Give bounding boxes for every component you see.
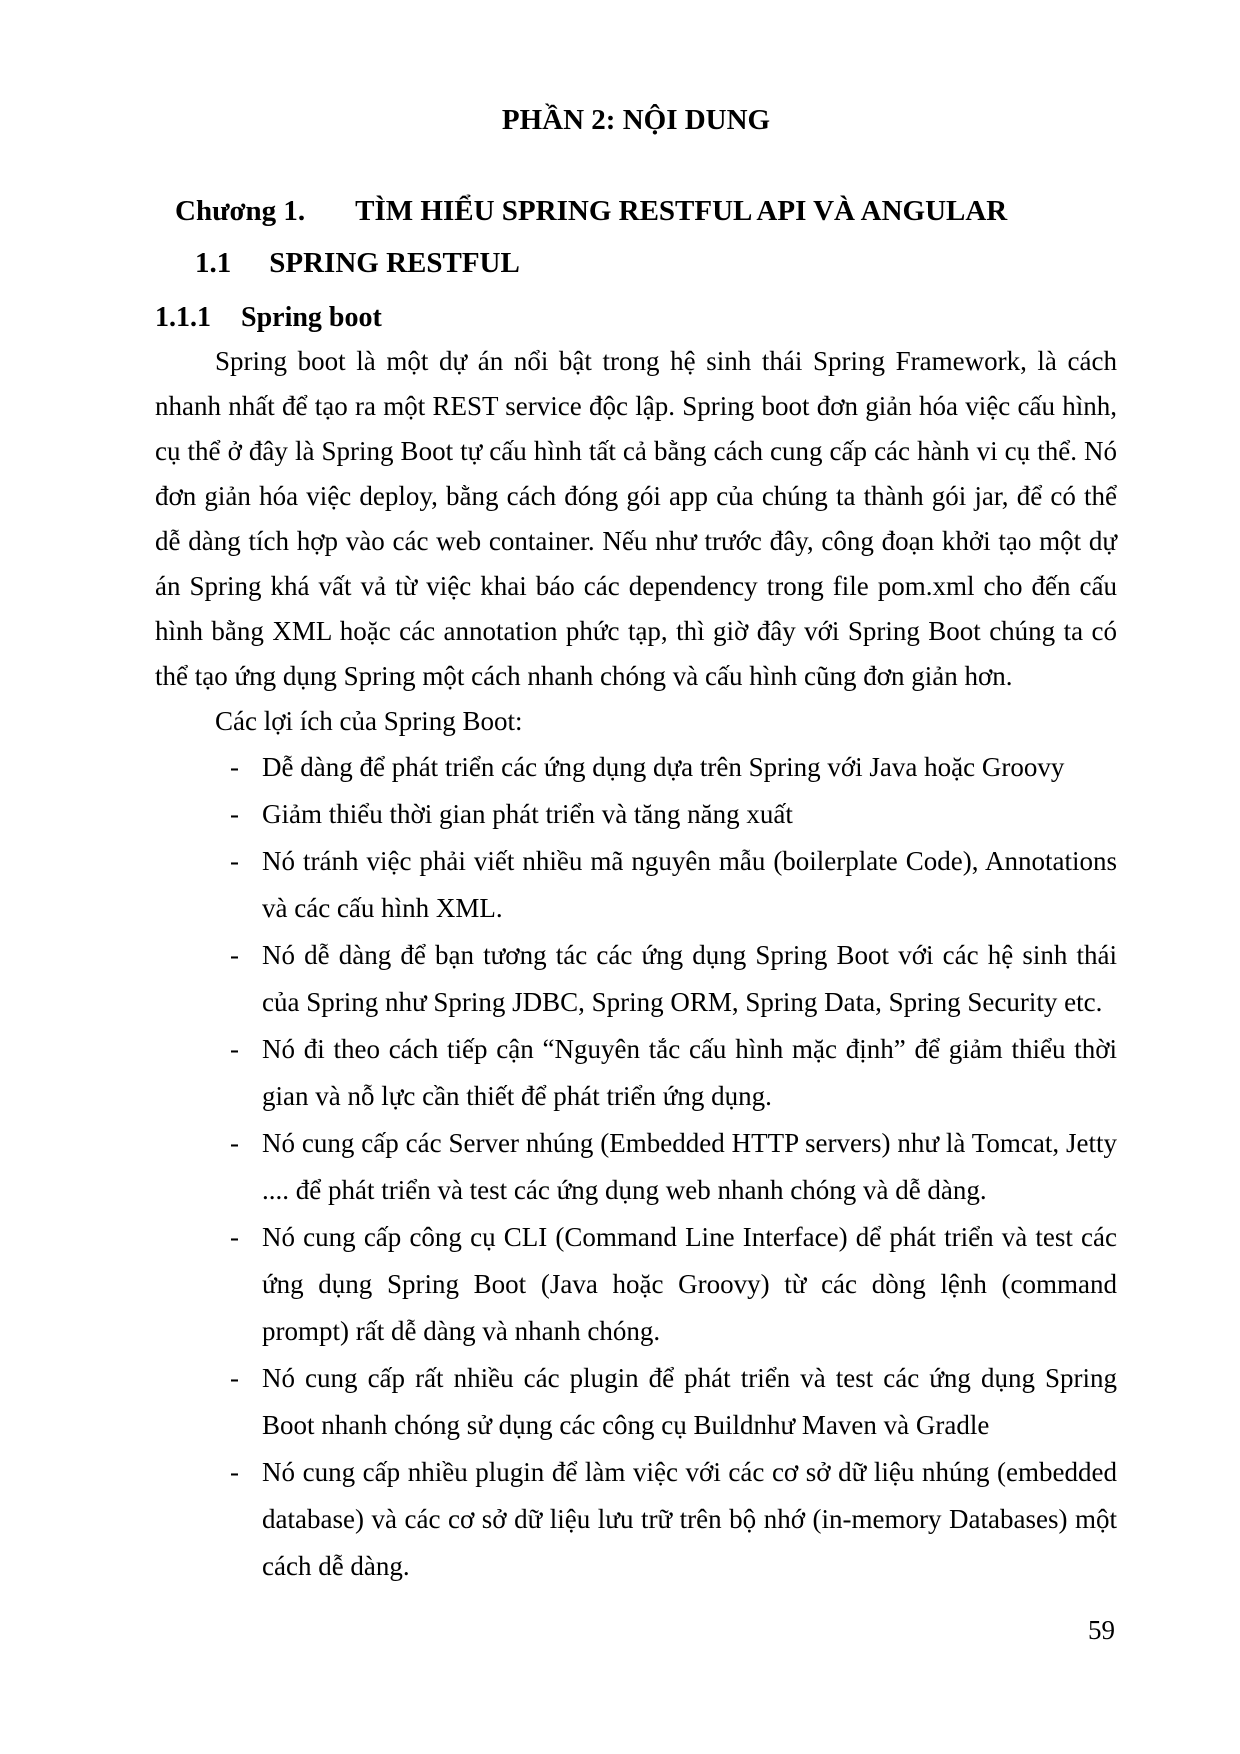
section-heading	[155, 242, 1117, 284]
subsection-heading	[155, 297, 1117, 339]
chapter-heading	[155, 190, 1117, 232]
list-item	[155, 1214, 1117, 1355]
bullet-dash: -	[230, 752, 239, 782]
list-item-text: Nó dễ dàng để bạn tương tác các ứng dụng Spring Boot với các hệ sinh thái của Spring như Spring JDBC, Spring ORM, Spring Data, Spring Security etc.	[262, 940, 1117, 1017]
bullet-dash: -	[230, 1034, 239, 1064]
subsection-title: Spring boot	[241, 302, 382, 333]
bullet-dash: -	[230, 799, 239, 829]
list-item-text: Nó cung cấp công cụ CLI (Command Line Interface) dể phát triển và test các ứng dụng Spring Boot (Java hoặc Groovy) từ các dòng lệnh (command prompt) rất dễ dàng và nhanh chóng.	[262, 1222, 1117, 1346]
list-item	[155, 744, 1117, 791]
bullet-dash: -	[230, 1128, 239, 1158]
page-content	[155, 98, 1117, 1590]
list-item	[155, 1120, 1117, 1214]
part-title: PHẦN 2: NỘI DUNG	[501, 104, 771, 136]
bullet-dash: -	[230, 940, 239, 970]
benefits-list	[155, 744, 1117, 1590]
list-item-text: Nó tránh việc phải viết nhiều mã nguyên mẫu (boilerplate Code), Annotations và các cấu hình XML.	[262, 846, 1117, 923]
bullet-dash: -	[230, 1222, 239, 1252]
list-item	[155, 1026, 1117, 1120]
list-item	[155, 838, 1117, 932]
bullet-dash: -	[230, 846, 239, 876]
chapter-label: Chương 1.	[175, 195, 306, 227]
list-item-text: Nó cung cấp các Server nhúng (Embedded HTTP servers) như là Tomcat, Jetty .... để phát triển và test các ứng dụng web nhanh chóng và dễ dàng.	[262, 1128, 1117, 1205]
section-number: 1.1	[195, 247, 232, 279]
list-item-text: Nó đi theo cách tiếp cận “Nguyên tắc cấu hình mặc định” để giảm thiểu thời gian và nỗ lực cần thiết để phát triển ứng dụng.	[262, 1034, 1117, 1111]
benefits-list-intro: Các lợi ích của Spring Boot:	[215, 706, 523, 736]
list-item-text: Nó cung cấp nhiều plugin để làm việc với các cơ sở dữ liệu nhúng (embedded database) và các cơ sở dữ liệu lưu trữ trên bộ nhớ (in-memory Databases) một cách dễ dàng.	[262, 1457, 1117, 1581]
list-item-text: Nó cung cấp rất nhiều các plugin để phát triển và test các ứng dụng Spring Boot nhanh chóng sử dụng các công cụ Buildnhư Maven và Gradle	[262, 1363, 1117, 1440]
bullet-dash: -	[230, 1363, 239, 1393]
list-item	[155, 932, 1117, 1026]
list-item	[155, 1355, 1117, 1449]
paragraph-spring-boot-intro: Spring boot là một dự án nổi bật trong hệ sinh thái Spring Framework, là cách nhanh nhất để tạo ra một REST service độc lập. Spring boot đơn giản hóa việc cấu hình, cụ thể ở đây là Spring Boot tự cấu hình tất cả bằng cách cung cấp các hành vi cụ thể. Nó đơn giản hóa việc deploy, bằng cách đóng gói app của chúng ta thành gói jar, để có thể dễ dàng tích hợp vào các web container. Nếu như trước đây, công đoạn khởi tạo một dự án Spring khá vất vả từ việc khai báo các dependency trong file pom.xml cho đến cấu hình bằng XML hoặc các annotation phức tạp, thì giờ đây với Spring Boot chúng ta có thể tạo ứng dụng Spring một cách nhanh chóng và cấu hình cũng đơn giản hơn.	[155, 346, 1117, 691]
list-item-text: Giảm thiểu thời gian phát triển và tăng năng xuất	[262, 799, 793, 829]
section-title: SPRING RESTFUL	[269, 247, 520, 279]
page-number: 59	[1088, 1615, 1115, 1645]
list-item	[155, 1449, 1117, 1590]
list-item	[155, 791, 1117, 838]
chapter-title: TÌM HIỂU SPRING RESTFUL API VÀ ANGULAR	[355, 195, 1008, 227]
bullet-dash: -	[230, 1457, 239, 1487]
list-item-text: Dễ dàng để phát triển các ứng dụng dựa trên Spring với Java hoặc Groovy	[262, 752, 1065, 782]
subsection-number: 1.1.1	[155, 302, 211, 333]
